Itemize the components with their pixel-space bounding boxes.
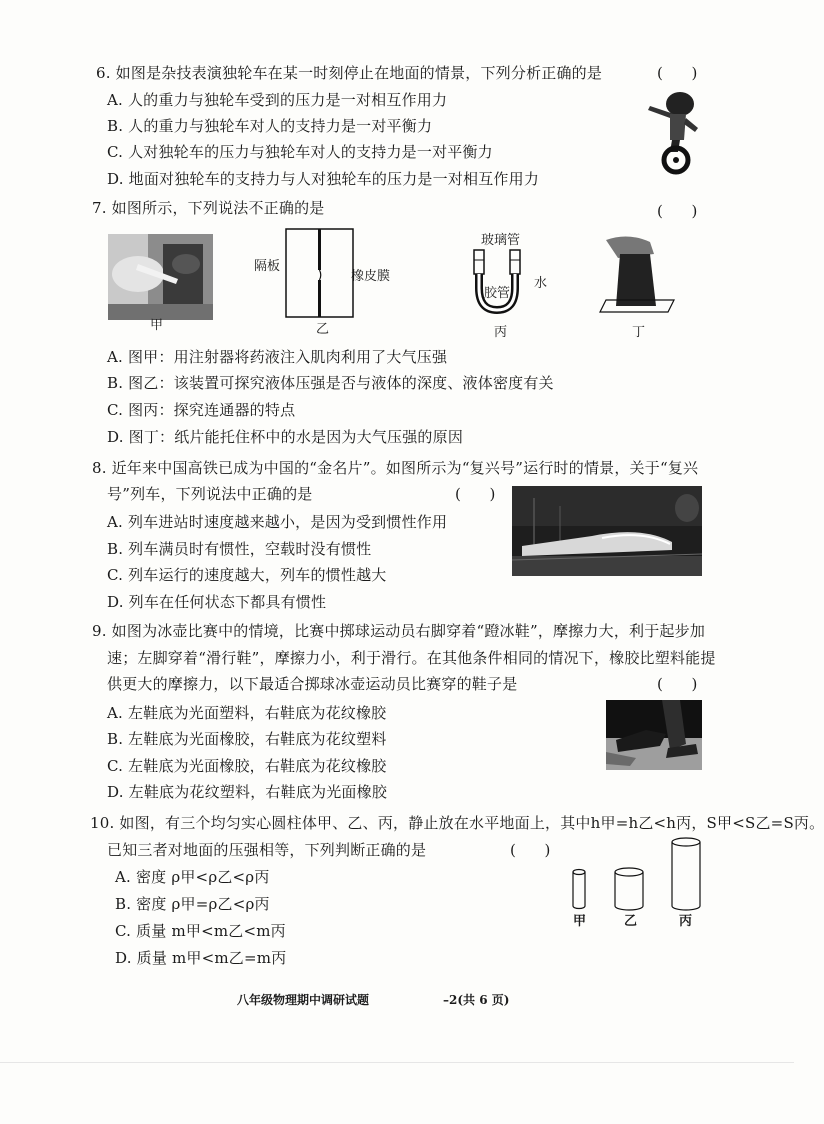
q8-option-d: D. 列车在任何状态下都具有惯性 [107, 593, 327, 611]
cylinders-figure [565, 832, 705, 914]
q8-stem-line1: 8. 近年来中国高铁已成为中国的“金名片”。如图所示为“复兴号”运行时的情景，关于“复兴 [92, 459, 699, 477]
fig-ding-label: 丁 [632, 325, 646, 340]
q10-answer-bracket: ( ) [510, 841, 551, 859]
q10-stem-line1-condition: h甲=h乙<h丙，S甲<S乙=S丙。 [590, 814, 824, 832]
q8-option-b: B. 列车满员时有惯性，空载时没有惯性 [107, 540, 372, 558]
q7-answer-bracket: ( ) [657, 202, 698, 220]
q9-stem-line2: 速；左脚穿着“滑行鞋”，摩擦力小，利于滑行。在其他条件相同的情况下，橡胶比塑料能提 [107, 649, 716, 667]
fuxing-train-photo [512, 486, 702, 576]
fig-bing-u-tube [468, 248, 526, 318]
q7-option-a: A. 图甲：用注射器将药液注入肌肉利用了大气压强 [107, 348, 448, 366]
q10-stem-line1 [90, 813, 824, 833]
q6-stem: 6. 如图是杂技表演独轮车在某一时刻停止在地面的情景，下列分析正确的是 [96, 64, 603, 82]
q9-option-b: B. 左鞋底为光面橡胶，右鞋底为花纹塑料 [107, 730, 387, 748]
q8-stem-line2: 号”列车，下列说法中正确的是 [107, 485, 313, 503]
fig-bing-water-label: 水 [534, 276, 548, 291]
q6-answer-bracket: ( ) [657, 64, 698, 82]
q7-option-b: B. 图乙：该装置可探究液体压强是否与液体的深度、液体密度有关 [107, 374, 554, 392]
q9-stem-line1: 9. 如图为冰壶比赛中的情境，比赛中掷球运动员右脚穿着“蹬冰鞋”，摩擦力大，利于起步加 [92, 622, 706, 640]
q8-option-a: A. 列车进站时速度越来越小，是因为受到惯性作用 [107, 513, 448, 531]
q10-option-c: C. 质量 m甲<m乙<m丙 [115, 922, 286, 940]
fig-bing-label: 丙 [494, 325, 508, 340]
q10-option-d: D. 质量 m甲<m乙=m丙 [115, 949, 287, 967]
curling-shoes-photo [606, 700, 702, 770]
q8-answer-bracket: ( ) [455, 485, 496, 503]
fig-yi-partition-container [285, 228, 355, 320]
q10-option-b: B. 密度 ρ甲=ρ乙<ρ丙 [115, 895, 270, 913]
q9-option-a: A. 左鞋底为光面塑料，右鞋底为花纹橡胶 [107, 704, 387, 722]
footer-title: 八年级物理期中调研试题 [237, 993, 370, 1007]
q9-stem-line3: 供更大的摩擦力，以下最适合掷球冰壶运动员比赛穿的鞋子是 [107, 675, 518, 693]
q9-option-c: C. 左鞋底为光面橡胶，右鞋底为花纹橡胶 [107, 757, 387, 775]
q9-option-d: D. 左鞋底为花纹塑料，右鞋底为光面橡胶 [107, 783, 388, 801]
fig-yi-label: 乙 [316, 322, 330, 337]
footer-page-number: –2(共 6 页) [443, 993, 510, 1007]
fig-jia-injection-photo [108, 234, 213, 320]
fig-bing-hose-label: 胶管 [484, 286, 511, 301]
cylinder-bing-label: 丙 [679, 914, 693, 929]
page-bottom-edge [0, 1062, 794, 1063]
cylinder-jia-label: 甲 [573, 914, 587, 929]
fig-yi-membrane-label: 橡皮膜 [351, 269, 391, 284]
q6-option-b: B. 人的重力与独轮车对人的支持力是一对平衡力 [107, 117, 433, 135]
q6-option-c: C. 人对独轮车的压力与独轮车对人的支持力是一对平衡力 [107, 143, 493, 161]
unicycle-performer-image [640, 88, 708, 178]
q7-option-c: C. 图丙：探究连通器的特点 [107, 401, 296, 419]
q7-stem: 7. 如图所示，下列说法不正确的是 [92, 199, 325, 217]
cylinder-yi-label: 乙 [624, 914, 638, 929]
fig-yi-partition-label: 隔板 [254, 259, 281, 274]
q9-answer-bracket: ( ) [657, 675, 698, 693]
q6-option-d: D. 地面对独轮车的支持力与人对独轮车的压力是一对相互作用力 [107, 170, 540, 188]
q6-option-a: A. 人的重力与独轮车受到的压力是一对相互作用力 [107, 91, 448, 109]
fig-jia-label: 甲 [150, 318, 164, 333]
q10-stem-line2: 已知三者对地面的压强相等，下列判断正确的是 [107, 841, 427, 859]
fig-ding-cup-paper [598, 232, 678, 316]
q8-option-c: C. 列车运行的速度越大，列车的惯性越大 [107, 566, 387, 584]
q7-option-d: D. 图丁：纸片能托住杯中的水是因为大气压强的原因 [107, 428, 464, 446]
q10-option-a: A. 密度 ρ甲<ρ乙<ρ丙 [115, 868, 270, 886]
q10-stem-line1-text: 10. 如图，有三个均匀实心圆柱体甲、乙、丙，静止放在水平地面上，其中 [90, 814, 591, 832]
fig-bing-glass-tube-label: 玻璃管 [481, 233, 521, 248]
